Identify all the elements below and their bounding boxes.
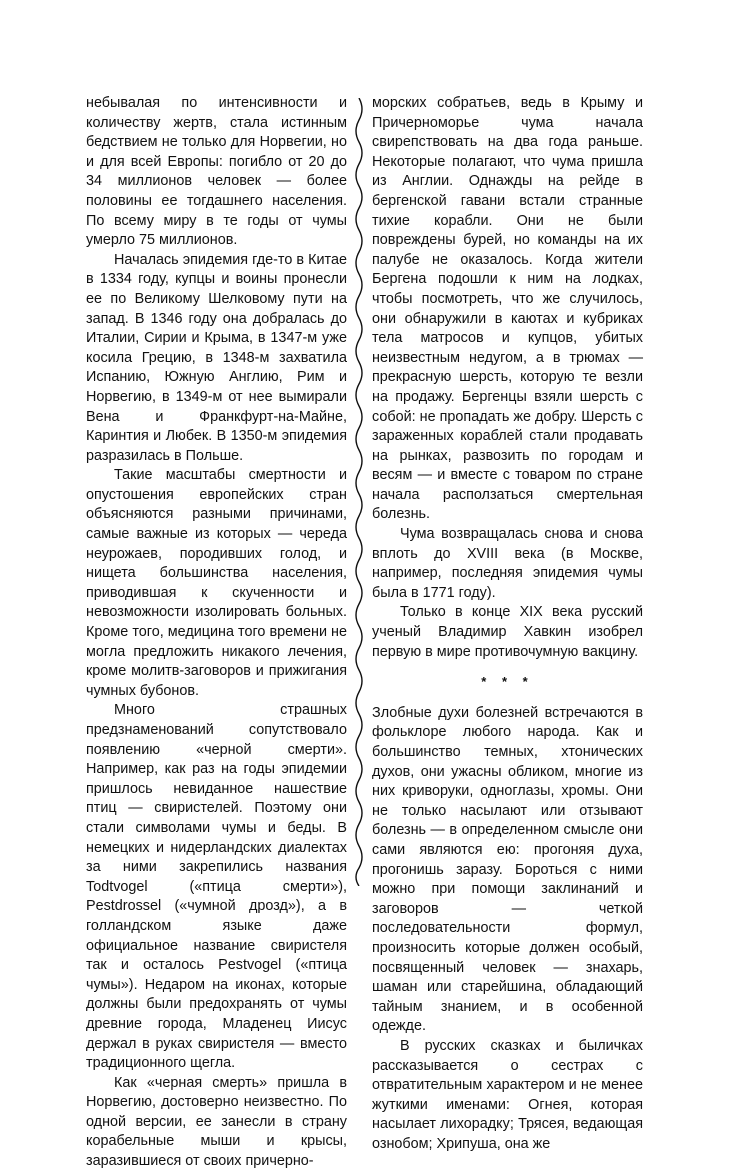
left-column (86, 94, 347, 1172)
paragraph: морских собратьев, ведь в Крыму и Причерноморье чума начала свирепствовать на два года раньше. Некоторые полагают, что чума пришла из Англии. Однажды на рейде в бергенской гавани встали странные тихие корабли. Они не были повреждены бурей, но команды на их палубе не оказалось. Когда жители Бергена подошли к ним на лодках, чтобы посмотреть, что же случилось, они обнаружили в каютах и кубриках тела матросов и купцов, убитых неизвестным недугом, а в трюмах — прекрасную шерсть, которую те везли на продажу. Бергенцы взяли шерсть с собой: не пропадать же добру. Шерсть с зараженных кораблей стали продавать на рынках, развозить по городам и весям — и вместе с товаром по стране начала расползаться смертельная болезнь. (372, 95, 643, 523)
paragraph: небывалая по интенсивности и количеству жертв, стала истинным бедствием не только для Норвегии, но и для всей Европы: погибло от 20 до 34 миллионов человек — более половины ее тогдашнего населения. По всему миру в те годы от чумы умерло 75 миллионов. (86, 95, 347, 249)
paragraph: Такие масштабы смертности и опустошения европейских стран объясняются разными причинами, самые важные из которых — череда неурожаев, породивших голод, и нищета большинства населения, приводившая к скученности и невозможности изолировать больных. Кроме того, медицина того времени не могла предложить никакого лечения, кроме молитв-заговоров и прижигания чумных бубонов. (86, 467, 347, 699)
wavy-column-divider (350, 98, 368, 886)
paragraph: Злобные духи болезней встречаются в фольклоре любого народа. Как и большинство темных, хтонических духов, они ужасны обликом, многие из них криворуки, одноглазы, хромы. Они не только насылают или отзывают болезнь — в определенном смысле они сами являются ею: прогоняя духа, прогонишь заразу. Бороться с ними можно при помощи заклинаний и заговоров — четкой последовательности формул, произносить которые должен особый, посвященный человек — знахарь, шаман или старейшина, обладающий тайным знанием, и в особенной одежде. (372, 704, 643, 1035)
paragraph: Много страшных предзнаменований сопутствовало появлению «черной смерти». Например, как раз на годы эпидемии пришлось невиданное нашествие птиц — свиристелей. Поэтому они стали символами чумы и беды. В немецких и нидерландских диалектах за ними закрепились названия Todtvogel («птица смерти»), Pestdrossel («чумной дрозд»), а в голландском языке даже официальное название свиристеля так и осталось Pestvogel («птица чумы»). Недаром на иконах, которые должны были предохранять от чумы древние города, Младенец Иисус держал в руках свиристеля — вместо традиционного щегла. (86, 702, 347, 1072)
paragraph: Началась эпидемия где-то в Китае в 1334 году, купцы и воины пронесли ее по Великому Шелковому пути на запад. В 1346 году она добралась до Италии, Сирии и Крыма, в 1347-м уже косила Грецию, в 1348-м захватила Испанию, Южную Англию, Рим и Норвегию, в 1349-м от нее вымирали Вена и Франкфурт-на-Майне, Каринтия и Любек. В 1350-м эпидемия разразилась в Польше. (86, 251, 347, 464)
paragraph: В русских сказках и быличках рассказывается о сестрах с отвратительным характером и не менее жуткими именами: Огнея, которая насылает лихорадку; Трясея, ведающая ознобом; Хрипуша, она же (372, 1037, 643, 1152)
paragraph: Чума возвращалась снова и снова вплоть до XVIII века (в Москве, например, последняя эпидемия чумы была в 1771 году). (372, 526, 643, 601)
right-column (372, 94, 643, 1154)
paragraph: Как «черная смерть» пришла в Норвегию, достоверно неизвестно. По одной версии, ее занесли в страну корабельные мыши и крысы, заразившиеся от своих причерно- (86, 1074, 347, 1170)
section-break: * * * (481, 674, 534, 690)
paragraph: Только в конце XIX века русский ученый Владимир Хавкин изобрел первую в мире противочумную вакцину. (372, 604, 643, 660)
